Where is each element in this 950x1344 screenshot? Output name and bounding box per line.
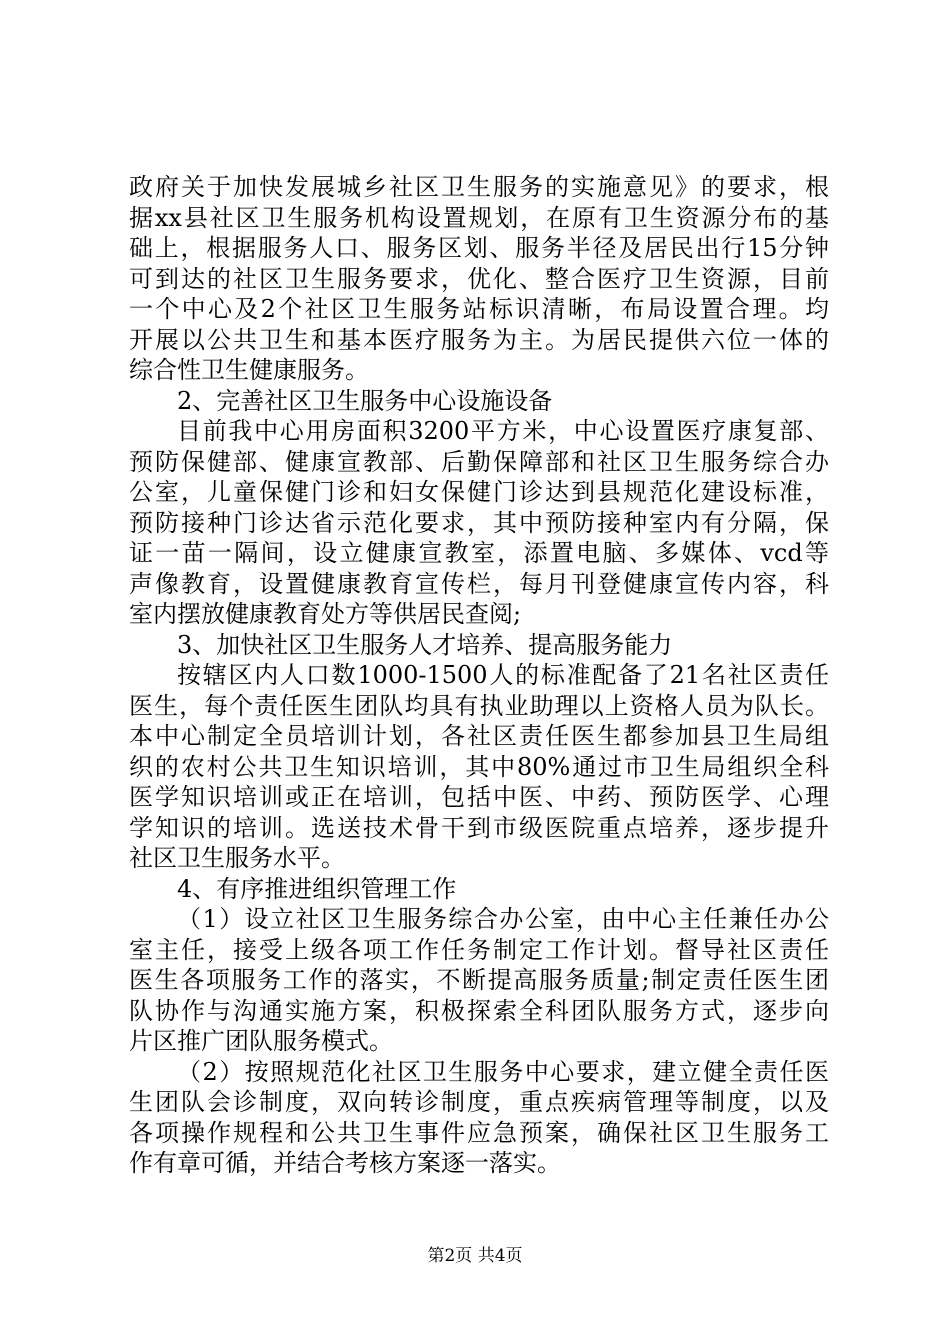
- text-line: 本中心制定全员培训计划，各社区责任医生都参加县卫生局组: [129, 722, 829, 750]
- text-line: 医学知识培训或正在培训，包括中医、中药、预防医学、心理: [129, 783, 829, 811]
- text-line: 开展以公共卫生和基本医疗服务为主。为居民提供六位一体的: [129, 325, 829, 354]
- text-line: 预防保健部、健康宣教部、后勤保障部和社区卫生服务综合办: [129, 447, 829, 476]
- text-line: （2）按照规范化社区卫生服务中心要求，建立健全责任医: [177, 1057, 829, 1086]
- text-line: 室主任，接受上级各项工作任务制定工作计划。督导社区责任: [129, 935, 829, 964]
- section-heading: 2、完善社区卫生服务中心设施设备: [177, 386, 553, 415]
- text-line: 按辖区内人口数1000-1500人的标准配备了21名社区责任: [177, 661, 829, 689]
- text-line: 础上，根据服务人口、服务区划、服务半径及居民出行15分钟: [129, 234, 829, 262]
- text-line: 织的农村公共卫生知识培训，其中80%通过市卫生局组织全科: [129, 752, 829, 781]
- text-line: 政府关于加快发展城乡社区卫生服务的实施意见》的要求，根: [129, 173, 829, 201]
- document-body: [129, 172, 829, 1179]
- text-line: 据xx县社区卫生服务机构设置规划，在原有卫生资源分布的基: [129, 203, 829, 232]
- text-line: 目前我中心用房面积3200平方米，中心设置医疗康复部、: [177, 417, 829, 445]
- section-heading: 3、加快社区卫生服务人才培养、提高服务能力: [177, 630, 673, 659]
- text-line: 队协作与沟通实施方案，积极探索全科团队服务方式，逐步向: [129, 996, 829, 1025]
- text-line: 室内摆放健康教育处方等供居民查阅;: [129, 600, 522, 628]
- text-line: 医生各项服务工作的落实，不断提高服务质量;制定责任医生团: [129, 966, 829, 994]
- text-line: 作有章可循，并结合考核方案逐一落实。: [129, 1149, 561, 1177]
- text-line: 医生，每个责任医生团队均具有执业助理以上资格人员为队长。: [129, 691, 829, 720]
- text-line: 一个中心及2个社区卫生服务站标识清晰，布局设置合理。均: [129, 295, 829, 323]
- text-line: 片区推广团队服务模式。: [129, 1027, 393, 1055]
- text-line: 公室，儿童保健门诊和妇女保健门诊达到县规范化建设标准，: [129, 478, 829, 506]
- text-line: （1）设立社区卫生服务综合办公室，由中心主任兼任办公: [177, 905, 829, 933]
- text-line: 声像教育，设置健康教育宣传栏，每月刊登健康宣传内容，科: [129, 569, 829, 598]
- page-number: 第2页 共4页: [427, 1246, 523, 1266]
- text-line: 学知识的培训。选送技术骨干到市级医院重点培养，逐步提升: [129, 813, 829, 842]
- text-line: 社区卫生服务水平。: [129, 844, 345, 872]
- text-line: 预防接种门诊达省示范化要求，其中预防接种室内有分隔，保: [129, 508, 829, 537]
- text-line: 综合性卫生健康服务。: [129, 356, 369, 384]
- text-line: 证一苗一隔间，设立健康宣教室，添置电脑、多媒体、vcd等: [129, 539, 829, 567]
- section-heading: 4、有序推进组织管理工作: [177, 874, 457, 903]
- text-line: 生团队会诊制度，双向转诊制度，重点疾病管理等制度，以及: [129, 1088, 829, 1116]
- text-line: 各项操作规程和公共卫生事件应急预案，确保社区卫生服务工: [129, 1118, 829, 1147]
- text-line: 可到达的社区卫生服务要求，优化、整合医疗卫生资源，目前: [129, 264, 829, 293]
